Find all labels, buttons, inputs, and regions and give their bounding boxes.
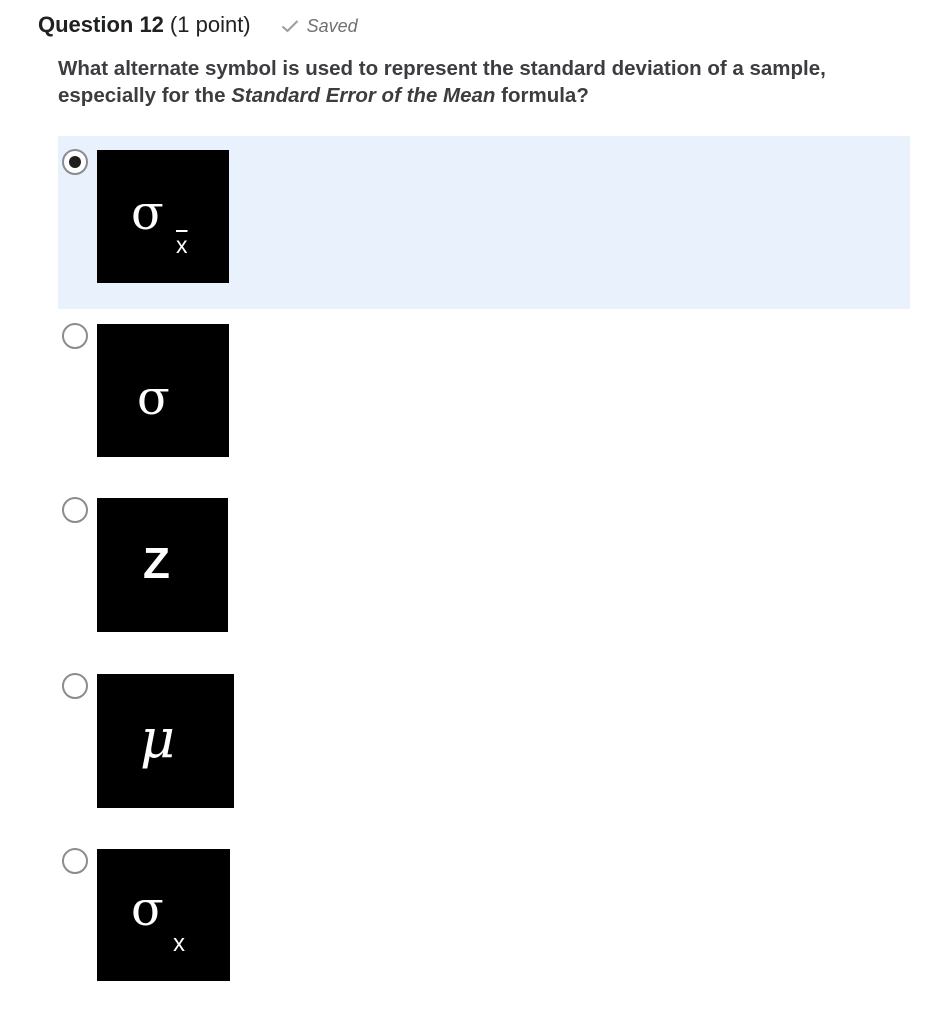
symbol-subscript-1: $\overline{x}$ xyxy=(176,232,188,258)
symbol-image-4 xyxy=(97,674,234,808)
saved-status xyxy=(281,16,358,37)
answer-option-1[interactable] xyxy=(58,136,910,309)
symbol-image-5 xyxy=(97,849,230,981)
answer-option-5[interactable] xyxy=(58,835,910,1007)
answer-option-3[interactable] xyxy=(58,484,910,656)
radio-button-1[interactable] xyxy=(62,149,88,175)
radio-button-3[interactable] xyxy=(62,497,88,523)
symbol-subscript-5: x xyxy=(173,930,185,957)
saved-label: Saved xyxy=(306,16,358,36)
answer-option-4[interactable] xyxy=(58,660,910,832)
question-number: Question 12 xyxy=(38,12,164,37)
radio-button-4[interactable] xyxy=(62,673,88,699)
question-header xyxy=(38,12,358,42)
symbol-image-2 xyxy=(97,324,229,457)
question-text-start: What alternate symbol is used to represent the standard deviation of a sample, especially for the xyxy=(58,57,826,107)
symbol-sigma-5: σ xyxy=(131,881,164,937)
symbol-sigma-2: σ xyxy=(137,370,170,426)
question-text-emphasis: Standard Error of the Mean xyxy=(231,84,496,107)
question-text xyxy=(58,55,898,109)
answer-option-2[interactable] xyxy=(58,310,910,482)
symbol-mu-4: μ xyxy=(140,707,176,770)
symbol-image-3 xyxy=(97,498,228,632)
question-text-end: formula? xyxy=(495,84,589,107)
symbol-sigma-1: σ xyxy=(131,185,164,241)
symbol-image-1 xyxy=(97,150,229,283)
radio-button-2[interactable] xyxy=(62,323,88,349)
radio-button-5[interactable] xyxy=(62,848,88,874)
symbol-z-3: Z xyxy=(143,539,170,588)
check-icon xyxy=(281,19,299,33)
question-points: (1 point) xyxy=(169,12,251,37)
